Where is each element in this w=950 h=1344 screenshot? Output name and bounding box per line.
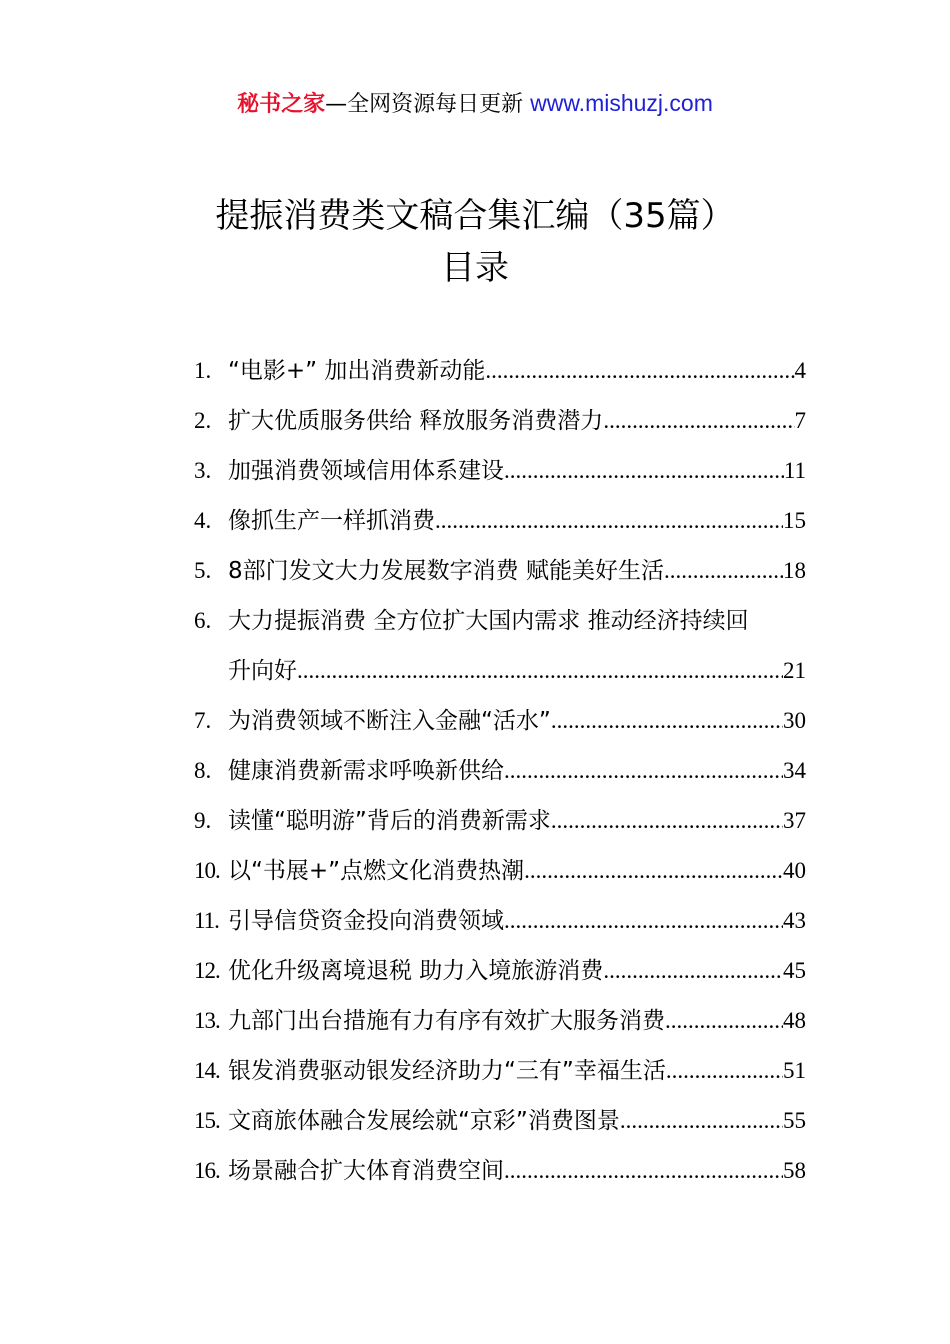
document-title: 提振消费类文稿合集汇编（35篇） xyxy=(215,196,735,236)
dot-leader xyxy=(666,1046,783,1096)
toc-entry-6[interactable] xyxy=(194,596,806,696)
table-of-contents xyxy=(194,346,806,1196)
toc-title: 银发消费驱动银发经济助力“三有”幸福生活 xyxy=(228,1058,666,1084)
toc-entry-11[interactable] xyxy=(194,896,806,946)
toc-heading: 目录 xyxy=(441,248,509,288)
toc-title: 引导信贷资金投向消费领域 xyxy=(228,908,504,934)
toc-entry-13[interactable] xyxy=(194,996,806,1046)
dot-leader xyxy=(551,696,783,746)
dot-leader xyxy=(664,546,783,596)
toc-number: 15. xyxy=(194,1108,220,1133)
toc-title-line-2: 升向好 xyxy=(228,658,297,684)
toc-page-number: 34 xyxy=(783,758,806,783)
toc-title: 像抓生产一样抓消费 xyxy=(228,508,435,534)
toc-title: 健康消费新需求呼唤新供给 xyxy=(228,758,504,784)
toc-page-number: 58 xyxy=(783,1158,806,1183)
toc-page-number: 48 xyxy=(783,1008,806,1033)
toc-number: 5. xyxy=(194,558,212,583)
toc-entry-7[interactable] xyxy=(194,696,806,746)
toc-number: 10. xyxy=(194,858,220,883)
header-tagline: —全网资源每日更新 xyxy=(325,92,531,117)
toc-entry-12[interactable] xyxy=(194,946,806,996)
dot-leader xyxy=(485,346,794,396)
toc-page-number: 37 xyxy=(783,808,806,833)
toc-entry-4[interactable] xyxy=(194,496,806,546)
toc-title: 为消费领域不断注入金融“活水” xyxy=(228,708,551,734)
dot-leader xyxy=(620,1096,783,1146)
toc-entry-3[interactable] xyxy=(194,446,806,496)
toc-entry-15[interactable] xyxy=(194,1096,806,1146)
dot-leader xyxy=(504,896,783,946)
site-header xyxy=(0,88,950,120)
dot-leader xyxy=(297,646,783,696)
toc-title: 文商旅体融合发展绘就“京彩”消费图景 xyxy=(228,1108,620,1134)
toc-page-number: 30 xyxy=(783,708,806,733)
toc-title: 以“书展+”点燃文化消费热潮 xyxy=(228,858,525,884)
toc-title: 优化升级离境退税 助力入境旅游消费 xyxy=(228,958,604,984)
toc-number: 11. xyxy=(194,908,219,933)
toc-entry-14[interactable] xyxy=(194,1046,806,1096)
toc-number: 8. xyxy=(194,758,212,783)
toc-title-line-1: 大力提振消费 全方位扩大国内需求 推动经济持续回 xyxy=(228,608,749,634)
toc-page-number: 15 xyxy=(783,508,806,533)
toc-title: 加强消费领域信用体系建设 xyxy=(228,458,504,484)
toc-number: 12. xyxy=(194,958,220,983)
toc-title: “电影+” 加出消费新动能 xyxy=(228,358,486,384)
toc-title: 场景融合扩大体育消费空间 xyxy=(228,1158,504,1184)
toc-number: 3. xyxy=(194,458,212,483)
toc-title: 8部门发文大力发展数字消费 赋能美好生活 xyxy=(228,558,664,584)
dot-leader xyxy=(665,996,783,1046)
toc-number: 1. xyxy=(194,358,212,383)
dot-leader xyxy=(504,746,783,796)
toc-entry-9[interactable] xyxy=(194,796,806,846)
toc-page-number: 51 xyxy=(783,1058,806,1083)
toc-page-number: 7 xyxy=(794,408,806,433)
toc-entry-8[interactable] xyxy=(194,746,806,796)
dot-leader xyxy=(504,1146,783,1196)
toc-number: 4. xyxy=(194,508,212,533)
brand-name: 秘书之家 xyxy=(237,92,326,117)
toc-page-number: 11 xyxy=(783,458,806,483)
toc-page-number: 45 xyxy=(783,958,806,983)
toc-entry-10[interactable] xyxy=(194,846,806,896)
dot-leader xyxy=(524,846,783,896)
toc-number: 14. xyxy=(194,1058,220,1083)
toc-entry-2[interactable] xyxy=(194,396,806,446)
toc-entry-1[interactable] xyxy=(194,346,806,396)
dot-leader xyxy=(551,796,783,846)
dot-leader xyxy=(435,496,783,546)
toc-entry-16[interactable] xyxy=(194,1146,806,1196)
toc-page-number: 4 xyxy=(794,358,806,383)
toc-number: 7. xyxy=(194,708,212,733)
toc-number: 9. xyxy=(194,808,212,833)
toc-page-number: 43 xyxy=(783,908,806,933)
toc-page-number: 40 xyxy=(783,858,806,883)
dot-leader xyxy=(603,946,783,996)
toc-number: 13. xyxy=(194,1008,220,1033)
toc-page-number: 18 xyxy=(783,558,806,583)
toc-title: 扩大优质服务供给 释放服务消费潜力 xyxy=(228,408,604,434)
toc-title: 九部门出台措施有力有序有效扩大服务消费 xyxy=(228,1008,665,1034)
toc-entry-5[interactable] xyxy=(194,546,806,596)
dot-leader xyxy=(603,396,794,446)
toc-number: 2. xyxy=(194,408,212,433)
toc-number: 6. xyxy=(194,608,212,633)
dot-leader xyxy=(504,446,784,496)
toc-title: 读懂“聪明游”背后的消费新需求 xyxy=(228,808,551,834)
site-url-link[interactable]: www.mishuzj.com xyxy=(530,90,713,116)
toc-number: 16. xyxy=(194,1158,220,1183)
toc-page-number: 55 xyxy=(783,1108,806,1133)
toc-page-number: 21 xyxy=(783,658,806,683)
